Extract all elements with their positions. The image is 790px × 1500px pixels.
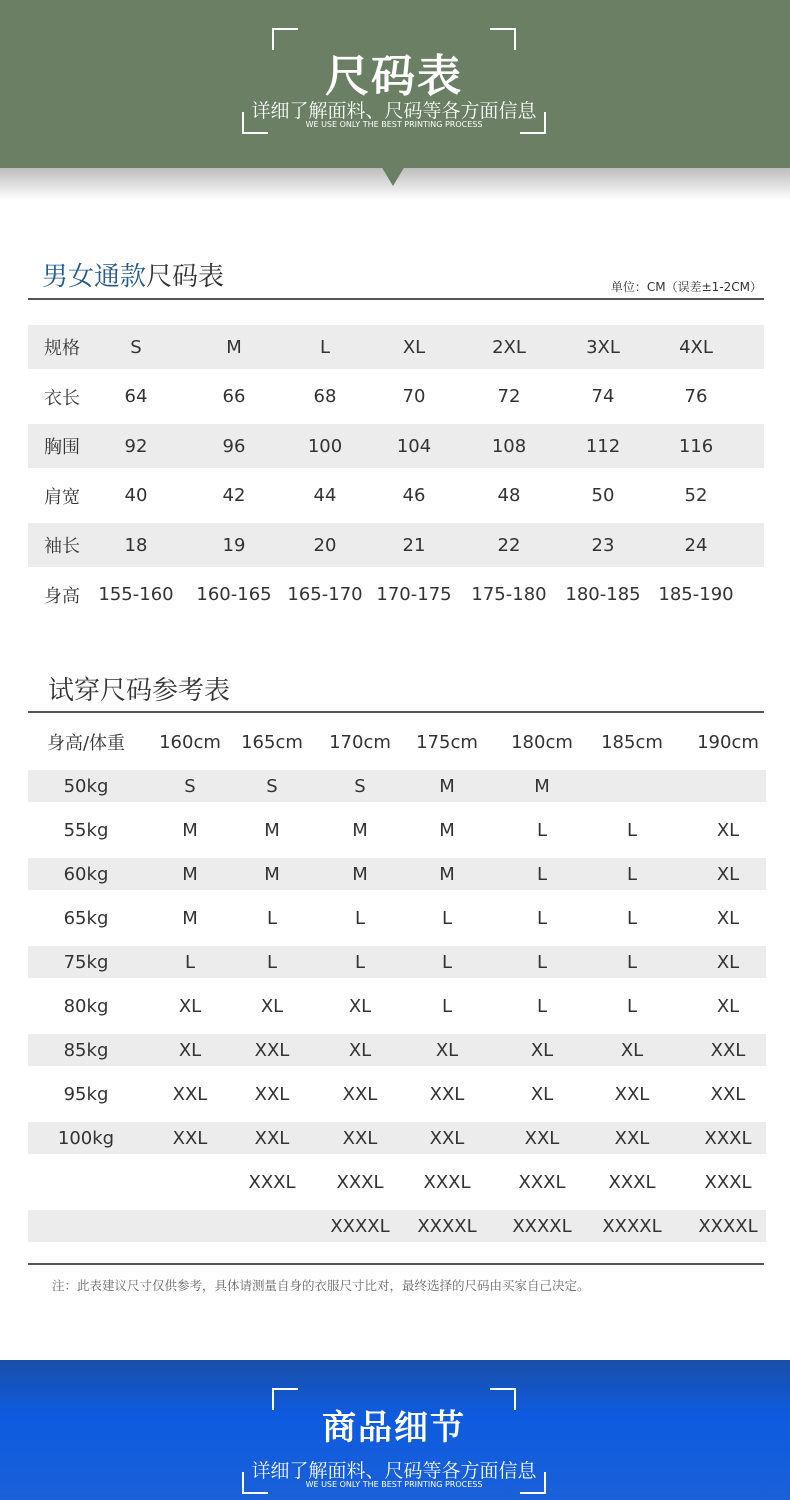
table-cell: 92 bbox=[124, 435, 148, 457]
table-row bbox=[28, 808, 766, 852]
row-label: 身高 bbox=[44, 585, 80, 607]
table-cell: L bbox=[626, 819, 638, 841]
top-banner bbox=[0, 0, 790, 200]
table-cell: 165-170 bbox=[287, 584, 363, 605]
table-cell: 76 bbox=[684, 386, 708, 407]
table-cell: 21 bbox=[402, 534, 426, 556]
table-cell: L bbox=[441, 951, 453, 973]
table-cell: L bbox=[536, 995, 548, 1017]
table-cell: XL bbox=[178, 995, 202, 1017]
table-row bbox=[28, 858, 766, 890]
table-cell: XXL bbox=[342, 1127, 378, 1149]
row-label: 60kg bbox=[63, 863, 109, 885]
table-cell: 66 bbox=[222, 386, 246, 407]
table-cell: XXXXL bbox=[417, 1215, 477, 1237]
table-cell: S bbox=[266, 775, 278, 797]
size-table-rule bbox=[28, 298, 764, 300]
table-cell: XL bbox=[716, 951, 740, 973]
table-cell: 180-185 bbox=[565, 584, 641, 605]
table-cell: 42 bbox=[222, 485, 246, 506]
column-header: 165cm bbox=[241, 731, 303, 753]
table-cell: L bbox=[184, 951, 196, 973]
table-cell: 40 bbox=[124, 485, 148, 506]
row-label: 肩宽 bbox=[44, 486, 80, 508]
table-cell: 104 bbox=[396, 435, 432, 457]
table-cell: XXL bbox=[429, 1127, 465, 1149]
table-cell: M bbox=[352, 819, 368, 841]
column-header: 180cm bbox=[511, 731, 573, 753]
table-cell: XXL bbox=[172, 1083, 208, 1105]
table-row bbox=[28, 770, 766, 802]
table-cell: S bbox=[130, 336, 142, 358]
row-label bbox=[36, 1210, 136, 1242]
table-row bbox=[28, 567, 764, 622]
table-cell: XL bbox=[620, 1039, 644, 1061]
table-cell: M bbox=[182, 907, 198, 929]
table-cell: XXXL bbox=[518, 1171, 566, 1193]
table-cell: XL bbox=[716, 819, 740, 841]
table-cell: M bbox=[264, 863, 280, 885]
table-cell: 155-160 bbox=[98, 584, 174, 605]
table-cell: XXL bbox=[254, 1039, 290, 1061]
row-label: 55kg bbox=[63, 819, 109, 841]
table-cell: L bbox=[626, 907, 638, 929]
table-cell: XL bbox=[178, 1039, 202, 1061]
table-cell: 22 bbox=[497, 534, 521, 556]
table-cell: 64 bbox=[124, 386, 148, 407]
row-label: 80kg bbox=[63, 995, 109, 1017]
table-cell: 116 bbox=[678, 435, 714, 457]
table-cell: L bbox=[354, 951, 366, 973]
table-cell: 23 bbox=[591, 534, 615, 556]
row-label: 规格 bbox=[44, 338, 80, 359]
table-cell: M bbox=[264, 819, 280, 841]
disclaimer-note: 注：此表建议尺寸仅供参考，具体请测量自身的衣服尺寸比对，最终选择的尺码由买家自己决定。 bbox=[52, 1278, 590, 1293]
table-cell: XXL bbox=[172, 1127, 208, 1149]
table-row bbox=[28, 523, 764, 567]
column-header: 身高/体重 bbox=[46, 733, 126, 754]
table-cell: XXXXL bbox=[698, 1215, 758, 1237]
table-cell: M bbox=[439, 775, 455, 797]
table-cell: L bbox=[536, 907, 548, 929]
bottom-banner-subtitle: 详细了解面料、尺码等各方面信息 bbox=[251, 1460, 537, 1482]
row-label: 100kg bbox=[57, 1127, 115, 1149]
top-banner-subtitle: 详细了解面料、尺码等各方面信息 bbox=[251, 100, 537, 122]
table-cell: 68 bbox=[313, 386, 337, 407]
table-header-row bbox=[28, 720, 766, 764]
row-label bbox=[36, 1160, 136, 1204]
table-cell: L bbox=[626, 951, 638, 973]
table-cell: 108 bbox=[491, 435, 527, 457]
table-cell: 170-175 bbox=[376, 584, 452, 605]
table-cell: S bbox=[184, 775, 196, 797]
table-row bbox=[28, 1072, 766, 1116]
table-cell: XXL bbox=[614, 1127, 650, 1149]
size-table-title bbox=[42, 256, 224, 293]
table-cell: XL bbox=[716, 863, 740, 885]
top-banner-tagline: WE USE ONLY THE BEST PRINTING PROCESS bbox=[305, 120, 483, 129]
table-cell: XXL bbox=[254, 1083, 290, 1105]
table-cell: L bbox=[536, 951, 548, 973]
fit-table bbox=[28, 720, 766, 1248]
table-cell: XXL bbox=[429, 1083, 465, 1105]
table-cell: XXL bbox=[710, 1039, 746, 1061]
table-row bbox=[28, 896, 766, 940]
row-label: 50kg bbox=[63, 775, 109, 797]
table-cell: XXXL bbox=[248, 1171, 296, 1193]
table-cell: XXL bbox=[524, 1127, 560, 1149]
table-cell: M bbox=[534, 775, 550, 797]
table-cell: M bbox=[226, 336, 242, 358]
bottom-banner-tagline: WE USE ONLY THE BEST PRINTING PROCESS bbox=[305, 1480, 483, 1489]
table-cell: L bbox=[266, 951, 278, 973]
table-cell: 175-180 bbox=[471, 584, 547, 605]
table-cell bbox=[582, 770, 682, 802]
fit-table-title: 试穿尺码参考表 bbox=[48, 676, 231, 706]
size-table bbox=[28, 325, 764, 622]
table-row bbox=[28, 946, 766, 978]
table-cell: XL bbox=[530, 1083, 554, 1105]
table-cell bbox=[222, 1210, 322, 1242]
fit-table-rule-bottom bbox=[28, 1263, 764, 1265]
table-cell: 18 bbox=[124, 534, 148, 556]
bottom-banner bbox=[0, 1360, 790, 1500]
table-cell: XXL bbox=[710, 1083, 746, 1105]
table-cell: M bbox=[182, 863, 198, 885]
table-row bbox=[28, 325, 764, 369]
table-row bbox=[28, 1122, 766, 1154]
table-cell: 44 bbox=[313, 485, 337, 506]
table-cell: XXXXL bbox=[512, 1215, 572, 1237]
table-cell: XL bbox=[260, 995, 284, 1017]
table-cell: 52 bbox=[684, 485, 708, 506]
table-row bbox=[28, 369, 764, 424]
row-label: 衣长 bbox=[44, 387, 80, 409]
row-label: 75kg bbox=[63, 951, 109, 973]
table-cell: M bbox=[439, 819, 455, 841]
row-label: 85kg bbox=[63, 1039, 109, 1061]
table-cell: 46 bbox=[402, 485, 426, 506]
table-cell: 48 bbox=[497, 485, 521, 506]
column-header: 190cm bbox=[697, 731, 759, 753]
table-cell: XXXL bbox=[423, 1171, 471, 1193]
size-table-title-rest: 尺码表 bbox=[146, 262, 225, 292]
table-cell: 74 bbox=[591, 386, 615, 407]
table-cell: XXL bbox=[342, 1083, 378, 1105]
top-banner-title: 尺码表 bbox=[325, 51, 463, 102]
table-cell: XXL bbox=[614, 1083, 650, 1105]
table-cell: L bbox=[536, 819, 548, 841]
table-cell: XL bbox=[402, 336, 426, 358]
table-cell: XXXL bbox=[704, 1171, 752, 1193]
table-cell: L bbox=[319, 336, 331, 358]
table-cell: L bbox=[626, 863, 638, 885]
top-banner-frame bbox=[242, 28, 546, 134]
table-cell: M bbox=[182, 819, 198, 841]
table-cell: L bbox=[626, 995, 638, 1017]
table-row bbox=[28, 984, 766, 1028]
table-row bbox=[28, 424, 764, 468]
table-cell: 96 bbox=[222, 435, 246, 457]
column-header: 185cm bbox=[601, 731, 663, 753]
table-cell: 160-165 bbox=[196, 584, 272, 605]
table-cell: 19 bbox=[222, 534, 246, 556]
table-cell: L bbox=[441, 907, 453, 929]
table-cell: 185-190 bbox=[658, 584, 734, 605]
table-cell: L bbox=[441, 995, 453, 1017]
column-header: 160cm bbox=[159, 731, 221, 753]
table-row bbox=[28, 1210, 766, 1242]
table-row bbox=[28, 468, 764, 523]
table-cell: 20 bbox=[313, 534, 337, 556]
unit-note: 单位：CM（误差±1-2CM） bbox=[610, 280, 762, 294]
table-cell: XL bbox=[716, 995, 740, 1017]
table-cell: XXXL bbox=[608, 1171, 656, 1193]
table-cell: 3XL bbox=[586, 336, 620, 358]
table-cell: XL bbox=[530, 1039, 554, 1061]
table-cell: XL bbox=[435, 1039, 459, 1061]
table-cell: XL bbox=[348, 995, 372, 1017]
table-cell: XXXXL bbox=[330, 1215, 390, 1237]
row-label: 95kg bbox=[63, 1083, 109, 1105]
down-arrow-icon bbox=[381, 166, 405, 186]
table-cell: XXXXL bbox=[602, 1215, 662, 1237]
table-cell: 100 bbox=[307, 435, 343, 457]
table-cell: M bbox=[439, 863, 455, 885]
row-label: 袖长 bbox=[44, 536, 80, 557]
bottom-banner-frame bbox=[242, 1388, 546, 1494]
table-cell: 50 bbox=[591, 485, 615, 506]
table-cell: M bbox=[352, 863, 368, 885]
table-cell: XXXL bbox=[336, 1171, 384, 1193]
table-cell: L bbox=[266, 907, 278, 929]
table-cell: 2XL bbox=[492, 336, 526, 358]
table-cell: 24 bbox=[684, 534, 708, 556]
column-header: 170cm bbox=[329, 731, 391, 753]
row-label: 65kg bbox=[63, 907, 109, 929]
table-cell: XXXL bbox=[704, 1127, 752, 1149]
table-cell: XL bbox=[348, 1039, 372, 1061]
table-cell: L bbox=[354, 907, 366, 929]
table-cell: 112 bbox=[585, 435, 621, 457]
table-cell: 70 bbox=[402, 386, 426, 407]
table-cell: 72 bbox=[497, 386, 521, 407]
bottom-banner-title: 商品细节 bbox=[322, 1408, 466, 1448]
table-row bbox=[28, 1160, 766, 1204]
table-cell bbox=[678, 770, 778, 802]
size-table-title-highlight: 男女通款 bbox=[42, 262, 147, 292]
fit-table-rule-top bbox=[28, 711, 764, 713]
table-cell: XL bbox=[716, 907, 740, 929]
column-header: 175cm bbox=[416, 731, 478, 753]
table-cell: L bbox=[536, 863, 548, 885]
row-label: 胸围 bbox=[44, 437, 80, 458]
table-cell: 4XL bbox=[679, 336, 713, 358]
table-row bbox=[28, 1034, 766, 1066]
table-cell: S bbox=[354, 775, 366, 797]
table-cell: XXL bbox=[254, 1127, 290, 1149]
